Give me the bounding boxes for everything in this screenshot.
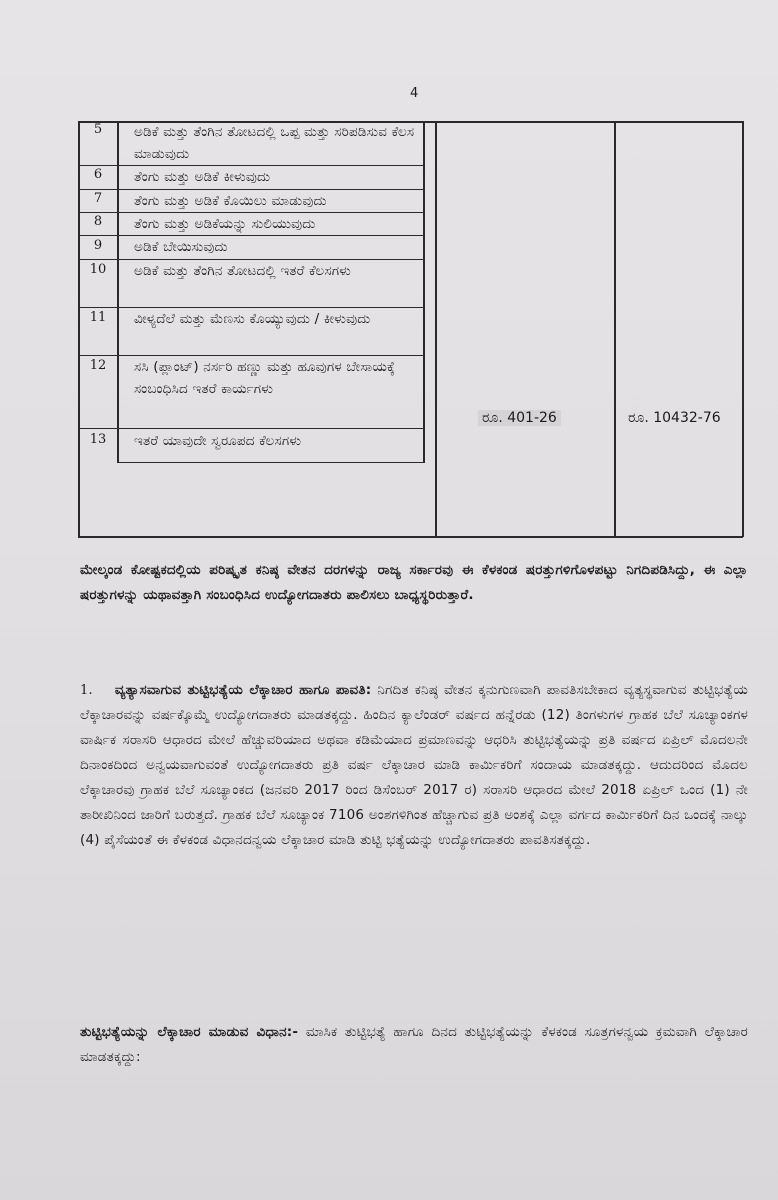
row-separator <box>117 462 424 463</box>
num-column-divider <box>117 121 119 463</box>
row-number: 11 <box>89 310 107 325</box>
method-body: ಮಾಸಿಕ ತುಟ್ಟಿಭತ್ಯೆ ಹಾಗೂ ದಿನದ ತುಟ್ಟಿಭತ್ಯೆಯನ್ನು ಕೆಳಕಂಡ ಸೂತ್ರಗಳನ್ವಯ ಕ್ರಮವಾಗಿ ಲೆಕ್ಕಾಚಾರ ಮಾಡತಕ್ಕದ್ದು: <box>80 1024 748 1065</box>
daily-rate: ರೂ. 401-26 <box>478 410 561 426</box>
column-divider <box>614 121 616 537</box>
monthly-rate: ರೂ. 10432-76 <box>628 410 721 426</box>
section-heading: ವ್ಯತ್ಯಾಸವಾಗುವ ತುಟ್ಟಿಭತ್ಯೆಯ ಲೆಕ್ಕಾಚಾರ ಹಾಗೂ ಪಾವತಿ: <box>114 682 372 698</box>
row-text: ಅಡಿಕೆ ಮತ್ತು ತೆಂಗಿನ ತೋಟದಲ್ಲಿ ಇತರೆ ಕೆಲಸಗಳು <box>134 263 352 279</box>
section-1 <box>80 678 748 853</box>
page-number: 4 <box>410 86 419 101</box>
table-border-bottom <box>78 536 743 538</box>
row-text: ಇತರೆ ಯಾವುದೇ ಸ್ವರೂಪದ ಕೆಲಸಗಳು <box>134 433 302 449</box>
column-divider <box>435 121 437 537</box>
row-number: 12 <box>89 358 107 373</box>
method-heading: ತುಟ್ಟಿಭತ್ಯೆಯನ್ನು ಲೆಕ್ಕಾಚಾರ ಮಾಡುವ ವಿಧಾನ:- <box>80 1024 299 1040</box>
row-text: ಅಡಿಕೆ ಮತ್ತು ತೆಂಗಿನ ತೋಟದಲ್ಲಿ ಒಪ್ಪ ಮತ್ತು ಸರಿಪಡಿಸುವ ಕೆಲಸ ಮಾಡುವುದು <box>134 124 415 162</box>
row-text: ತೆಂಗು ಮತ್ತು ಅಡಿಕೆ ಕೊಯಿಲು ಮಾಡುವುದು <box>134 193 327 209</box>
row-number: 7 <box>93 191 103 206</box>
row-number: 13 <box>89 432 107 447</box>
row-text: ತೆಂಗು ಮತ್ತು ಅಡಿಕೆಯನ್ನು ಸುಲಿಯುವುದು <box>134 216 316 232</box>
row-number: 8 <box>93 214 103 229</box>
conditions-paragraph: ಮೇಲ್ಕಂಡ ಕೋಷ್ಟಕದಲ್ಲಿಯ ಪರಿಷ್ಕೃತ ಕನಿಷ್ಠ ವೇತನ ದರಗಳನ್ನು ರಾಜ್ಯ ಸರ್ಕಾರವು ಈ ಕೆಳಕಂಡ ಷರತ್ತುಗಳಿಗೊಳಪಟ್ಟು ನಿಗದಿಪಡಿಸಿದ್ದು, ಈ ಎಲ್ಲಾ ಷರತ್ತುಗಳನ್ನು ಯಥಾವತ್ತಾಗಿ ಸಂಬಂಧಿಸಿದ ಉದ್ಯೋಗದಾತರು ಪಾಲಿಸಲು ಬಾಧ್ಯಸ್ಥರಿರುತ್ತಾರೆ. <box>80 562 748 603</box>
row-number: 10 <box>89 262 107 277</box>
calculation-method <box>80 1020 748 1070</box>
section-body: ನಿಗದಿತ ಕನಿಷ್ಠ ವೇತನ ಕ್ಕನುಗುಣವಾಗಿ ಪಾವತಿಸಬೇಕಾದ ವ್ಯತ್ಯಸ್ಥವಾಗುವ ತುಟ್ಟಿಭತ್ಯೆಯ ಲೆಕ್ಕಾಚಾರವನ್ನು ವರ್ಷಕ್ಕೊಮ್ಮೆ ಉದ್ಯೋಗದಾತರು ಮಾಡತಕ್ಕದ್ದು. ಹಿಂದಿನ ಕ್ಯಾಲೆಂಡರ್ ವರ್ಷದ ಹನ್ನೆರಡು (12) ತಿಂಗಳುಗಳ ಗ್ರಾಹಕ ಬೆಲೆ ಸೂಚ್ಯಾಂಕಗಳ ವಾರ್ಷಿಕ ಸರಾಸರಿ ಆಧಾರದ ಮೇಲೆ ಹೆಚ್ಚುವರಿಯಾದ ಅಥವಾ ಕಡಿಮೆಯಾದ ಪ್ರಮಾಣವನ್ನು ಆಧರಿಸಿ ತುಟ್ಟಿಭತ್ಯೆಯನ್ನು ಪ್ರತಿ ವರ್ಷದ ಏಪ್ರಿಲ್ ಮೊದಲನೇ ದಿನಾಂಕದಿಂದ ಅನ್ವಯವಾಗುವಂತೆ ಉದ್ಯೋಗದಾತರು ಪ್ರತಿ ವರ್ಷ ಲೆಕ್ಕಾಚಾರ ಮಾಡಿ ಕಾರ್ಮಿಕರಿಗೆ ಸಂದಾಯ ಮಾಡತಕ್ಕದ್ದು. ಆದುದರಿಂದ ಮೊದಲ ಲೆಕ್ಕಾಚಾರವು ಗ್ರಾಹಕ ಬೆಲೆ ಸೂಚ್ಯಾಂಕದ (ಜನವರಿ 2017 ರಿಂದ ಡಿಸೆಂಬರ್ 2017 ರ) ಸರಾಸರಿ ಆಧಾರದ ಮೇಲೆ 2018 ಏಪ್ರಿಲ್ ಒಂದ (1) ನೇ ತಾರೀಖಿನಿಂದ ಜಾರಿಗೆ ಬರುತ್ತದೆ. ಗ್ರಾಹಕ ಬೆಲೆ ಸೂಚ್ಯಾಂಕ 7106 ಅಂಶಗಳಿಗಿಂತ ಹೆಚ್ಚಾಗುವ ಪ್ರತಿ ಅಂಶಕ್ಕೆ ಎಲ್ಲಾ ವರ್ಗದ ಕಾರ್ಮಿಕರಿಗೆ ದಿನ ಒಂದಕ್ಕೆ ನಾಲ್ಕು (4) ಪೈಸೆಯಂತೆ ಈ ಕೆಳಕಂಡ ವಿಧಾನದನ್ವಯ ಲೆಕ್ಕಾಚಾರ ಮಾಡಿ ತುಟ್ಟಿ ಭತ್ಯೆಯನ್ನು ಉದ್ಯೋಗದಾತರು ಪಾವತಿಸತಕ್ಕದ್ದು. <box>80 682 748 848</box>
table-border-right <box>742 121 744 537</box>
row-number: 5 <box>93 122 103 137</box>
row-text: ವೀಳ್ಯದೆಲೆ ಮತ್ತು ಮೆಣಸು ಕೊಯ್ಯುವುದು / ಕೀಳುವುದು <box>134 311 371 327</box>
row-separator <box>79 428 424 429</box>
table-border-left <box>78 121 80 537</box>
row-number: 9 <box>93 238 103 253</box>
row-text: ಅಡಿಕೆ ಬೇಯಿಸುವುದು <box>134 239 228 255</box>
row-text: ತೆಂಗು ಮತ್ತು ಅಡಿಕೆ ಕೀಳುವುದು <box>134 169 271 185</box>
row-number: 6 <box>93 167 103 182</box>
row-text: ಸಸಿ (ಪ್ಲಾಂಟ್) ನರ್ಸರಿ ಹಣ್ಣು ಮತ್ತು ಹೂವುಗಳ ಬೇಸಾಯಕ್ಕೆ ಸಂಬಂಧಿಸಿದ ಇತರೆ ಕಾರ್ಯಗಳು <box>134 359 396 397</box>
section-number: 1. <box>80 683 93 698</box>
